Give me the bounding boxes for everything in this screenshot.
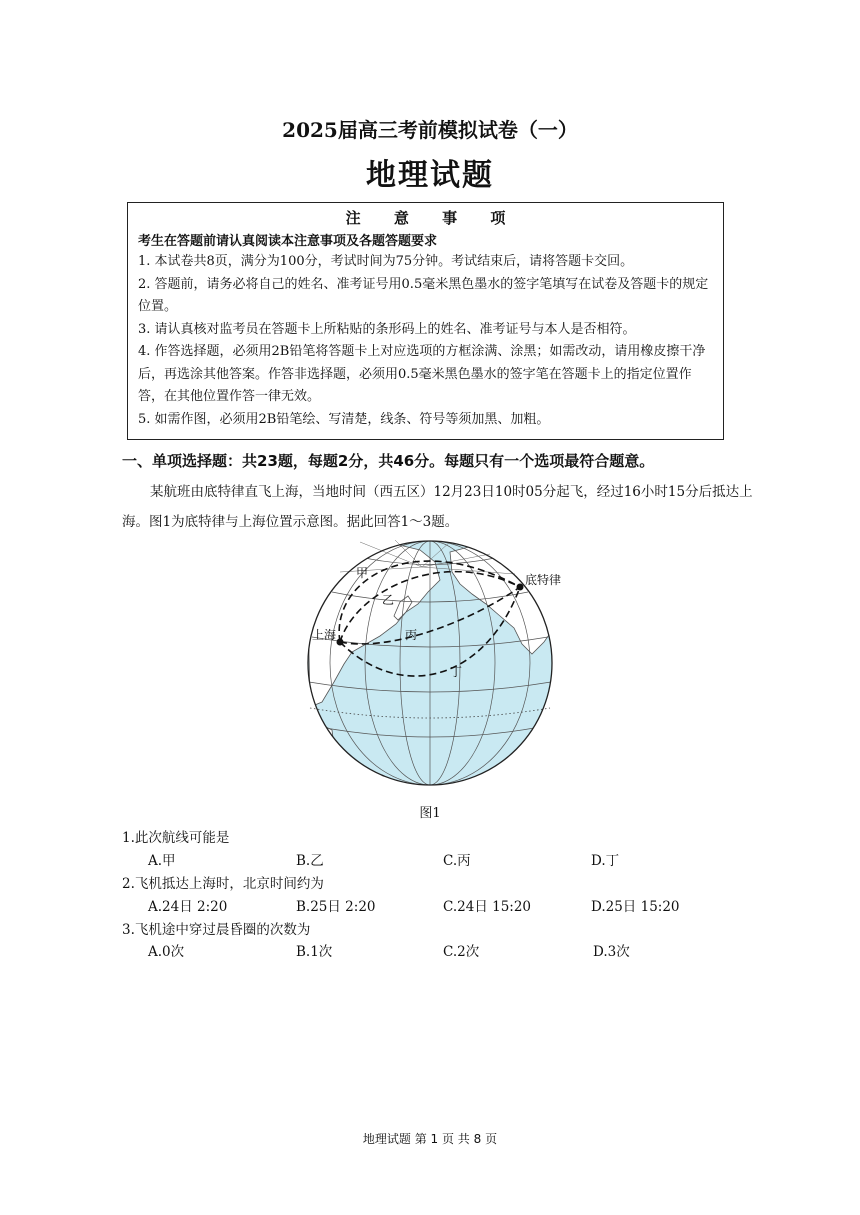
globe-figure <box>300 532 570 794</box>
option-a: A.0次 <box>148 944 185 960</box>
route-bing-label: 丙 <box>405 628 418 642</box>
option-d: D.丁 <box>591 853 620 869</box>
section-heading: 一、单项选择题：共23题，每题2分，共46分。每题只有一个选项最符合题意。 <box>122 452 655 470</box>
shanghai-label: 上海 <box>312 628 337 642</box>
option-a: A.甲 <box>148 853 176 869</box>
exam-title: 2025届高三考前模拟试卷（一） <box>282 118 578 142</box>
notice-item: 4. 作答选择题，必须用2B铅笔将答题卡上对应选项的方框涂满、涂黑；如需改动，请用橡皮擦干净后，再选涂其他答案。作答非选择题，必须用0.5毫米黑色墨水的签字笔在答题卡上的指定位置作答，在其他位置作答一律无效。 <box>138 344 706 404</box>
question-stem: 3.飞机途中穿过晨昏圈的次数为 <box>122 922 311 938</box>
option-b: B.25日 2:20 <box>296 899 376 915</box>
subject-title: 地理试题 <box>366 158 494 193</box>
option-c: C.24日 15:20 <box>443 899 532 915</box>
option-d: D.25日 15:20 <box>591 899 680 915</box>
notice-heading: 注 意 事 项 <box>345 209 520 227</box>
notice-item: 2. 答题前，请务必将自己的姓名、准考证号用0.5毫米黑色墨水的签字笔填写在试卷及答题卡的规定位置。 <box>138 276 709 314</box>
option-a: A.24日 2:20 <box>148 899 228 915</box>
option-c: C.2次 <box>443 944 480 960</box>
route-ding-label: 丁 <box>450 665 463 679</box>
notice-intro: 考生在答题前请认真阅读本注意事项及各题答题要求 <box>138 234 438 249</box>
route-jia-label: 甲 <box>356 566 369 580</box>
route-yi-label: 乙 <box>382 593 395 607</box>
notice-item: 1. 本试卷共8页，满分为100分，考试时间为75分钟。考试结束后，请将答题卡交回。 <box>138 254 634 269</box>
question-stem: 2.飞机抵达上海时，北京时间约为 <box>122 876 324 892</box>
notice-item: 3. 请认真核对监考员在答题卡上所粘贴的条形码上的姓名、准考证号与本人是否相符。 <box>138 321 636 337</box>
option-b: B.乙 <box>296 853 324 869</box>
page-footer: 地理试题 第 1 页 共 8 页 <box>362 1132 498 1146</box>
detroit-label: 底特律 <box>525 573 562 587</box>
option-d: D.3次 <box>593 944 630 960</box>
option-c: C.丙 <box>443 853 471 869</box>
option-b: B.1次 <box>296 944 333 960</box>
shanghai-point <box>337 639 344 646</box>
notice-box <box>127 202 724 440</box>
notice-item: 5. 如需作图，必须用2B铅笔绘、写清楚，线条、符号等须加黑、加粗。 <box>138 411 550 427</box>
detroit-point <box>517 584 524 591</box>
question-passage: 某航班由底特律直飞上海，当地时间（西五区）12月23日10时05分起飞，经过16小时15分后抵达上海。图1为底特律与上海位置示意图。据此回答1～3题。 <box>122 484 753 530</box>
figure-caption: 图1 <box>419 806 441 821</box>
question-stem: 1.此次航线可能是 <box>122 830 230 846</box>
globe-svg <box>300 532 570 794</box>
